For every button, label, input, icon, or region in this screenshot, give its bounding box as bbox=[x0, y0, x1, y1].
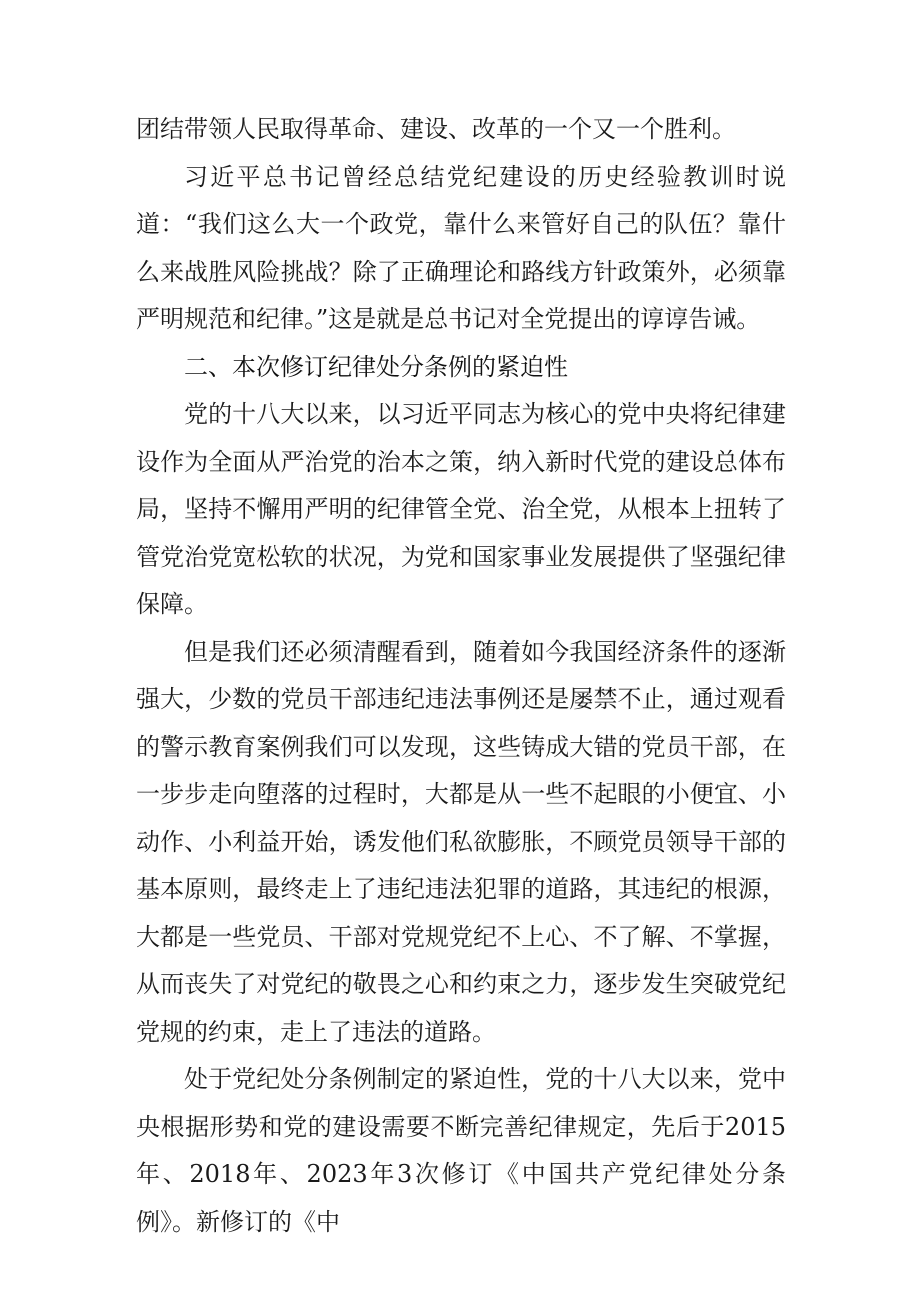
paragraph-discipline-building: 党的十八大以来，以习近平同志为核心的党中央将纪律建设作为全面从严治党的治本之策，纳入新时代党的建设总体布局，坚持不懈用严明的纪律管全党、治全党，从根本上扭转了管党治党宽松软的状况，为党和国家事业发展提供了坚强纪律保障。 bbox=[136, 400, 786, 618]
paragraph-revisions: 处于党纪处分条例制定的紧迫性，党的十八大以来，党中央根据形势和党的建设需要不断完善纪律规定，先后于2015年、2018年、2023年3次修订《中国共产党纪律处分条例》。新修订的《中 bbox=[136, 1065, 786, 1236]
section-heading: 二、本次修订纪律处分条例的紧迫性 bbox=[184, 352, 568, 381]
document-body bbox=[136, 106, 786, 1246]
paragraph-continuation: 团结带领人民取得革命、建设、改革的一个又一个胜利。 bbox=[136, 115, 736, 143]
paragraph-warning-cases: 但是我们还必须清醒看到，随着如今我国经济条件的逐渐强大，少数的党员干部违纪违法事例还是屡禁不止，通过观看的警示教育案例我们可以发现，这些铸成大错的党员干部，在一步步走向堕落的过程时，大都是从一些不起眼的小便宜、小动作、小利益开始，诱发他们私欲膨胀，不顾党员领导干部的基本原则，最终走上了违纪违法犯罪的道路，其违纪的根源，大都是一些党员、干部对党规党纪不上心、不了解、不掌握，从而丧失了对党纪的敬畏之心和约束之力，逐步发生突破党纪党规的约束，走上了违法的道路。 bbox=[136, 637, 786, 1046]
paragraph-quote: 习近平总书记曾经总结党纪建设的历史经验教训时说道：“我们这么大一个政党，靠什么来管好自己的队伍？靠什么来战胜风险挑战？除了正确理论和路线方针政策外，必须靠严明规范和纪律。”这是就是总书记对全党提出的谆谆告诫。 bbox=[136, 162, 786, 333]
